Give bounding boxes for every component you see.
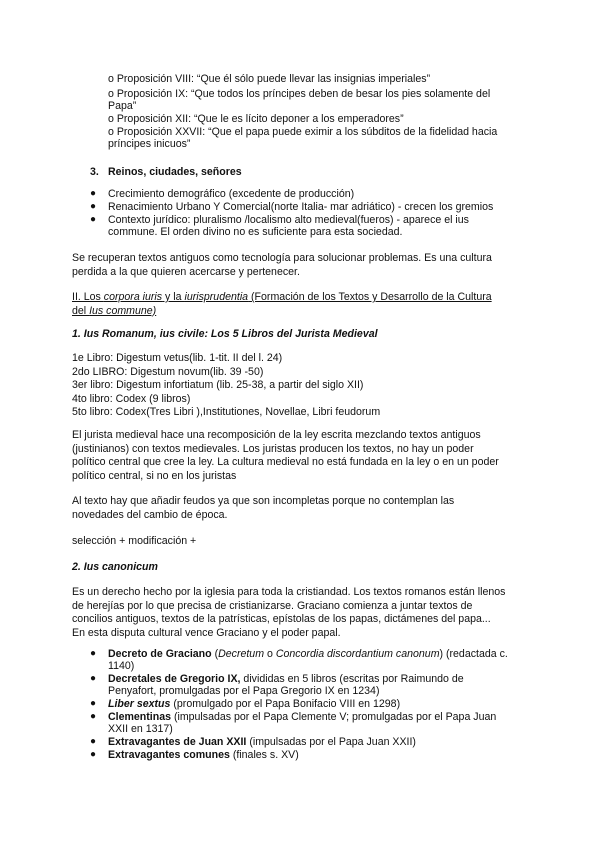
item-bold: Extravagantes comunes <box>108 749 230 761</box>
section-ii-heading <box>72 291 532 318</box>
heading-part: (Formación de los Textos y Desarrollo de la Cultura <box>248 291 492 303</box>
section-number: 3. <box>90 166 99 178</box>
item-text: (impulsadas por el Papa Juan XXII) <box>246 736 416 748</box>
paragraph-line: novedades del cambio de época. <box>72 508 228 521</box>
item-text-cont: XXII en 1317) <box>108 723 173 736</box>
item-bold-italic: Liber sextus <box>108 698 171 710</box>
proposition-text: o Proposición XII: “Que le es lícito deponer a los emperadores” <box>108 113 404 125</box>
proposition-item <box>108 113 528 125</box>
paragraph-line: Al texto hay que añadir feudos ya que son incompletas porque no contemplan las <box>72 495 455 507</box>
proposition-text: o Proposición IX: “Que todos los príncipes deben de besar los pies solamente del <box>108 88 491 100</box>
heading-part: y la <box>162 291 185 303</box>
bullet-text: Renacimiento Urbano Y Comercial(norte Italia- mar adriático) - crecen los gremios <box>108 201 494 213</box>
paragraph-line: perdida a la que quieren acercarse y pertenecer. <box>72 265 300 278</box>
section-heading <box>90 166 242 178</box>
proposition-text-cont: Papa” <box>108 100 137 113</box>
section-title: Reinos, ciudades, señores <box>108 166 242 178</box>
bullet-icon: ● <box>90 214 97 225</box>
bullet-icon: ● <box>90 673 97 684</box>
book-line: 4to libro: Codex (9 libros) <box>72 392 191 405</box>
item-text-cont: Penyafort, promulgadas por el Papa Gregorio IX en 1234) <box>108 685 380 698</box>
bullet-text: Contexto jurídico: pluralismo /localismo alto medieval(fueros) - aparece el ius <box>108 214 469 226</box>
paragraph-line: El jurista medieval hace una recomposición de la ley escrita mezclando textos antiguos <box>72 429 481 441</box>
item-text: (finales s. XV) <box>229 749 299 761</box>
paragraph-line: político central que cree la ley. La cultura medieval no está fundada en la ley o en un poder <box>72 456 499 468</box>
item-text: divididas en 5 libros (escritas por Raimundo de <box>240 673 464 685</box>
book-line: 5to libro: Codex(Tres Libri ),Institutiones, Novellae, Libri feudorum <box>72 406 381 418</box>
item-text: (promulgado por el Papa Bonifacio VIII en 1298) <box>170 698 401 710</box>
proposition-item <box>108 73 528 85</box>
paragraph <box>72 429 532 483</box>
proposition-text: o Proposición XXVII: “Que el papa puede eximir a los súbditos de la fidelidad hacia <box>108 126 498 138</box>
paragraph <box>72 495 532 522</box>
item-bold: Decretales de Gregorio IX, <box>108 673 241 685</box>
book-line: 3er libro: Digestum infortiatum (lib. 25-38, a partir del siglo XII) <box>72 379 364 391</box>
paragraph <box>72 252 532 279</box>
item-bold: Extravagantes de Juan XXII <box>108 736 247 748</box>
bullet-icon: ● <box>90 711 97 722</box>
bullet-icon: ● <box>90 736 97 747</box>
paragraph-line: de herejías por lo que precisa de cristianizarse. Graciano comienza a juntar textos de <box>72 599 473 612</box>
item-text-cont: 1140) <box>108 660 135 673</box>
paragraph-line: En esta disputa cultural vence Graciano y el poder papal. <box>72 626 341 639</box>
books-list <box>72 352 532 420</box>
book-line: 1e Libro: Digestum vetus(lib. 1-tit. II del l. 24) <box>72 352 283 364</box>
item-text: (impulsadas por el Papa Clemente V; promulgadas por el Papa Juan <box>171 711 497 723</box>
bullet-text-cont: commune. El orden divino no es suficiente para esta sociedad. <box>108 226 403 239</box>
bullet-icon: ● <box>90 648 97 659</box>
subsection-title: 1. Ius Romanum, ius civile: Los 5 Libros del Jurista Medieval <box>72 328 378 340</box>
formula-line: selección + modificación + <box>72 535 197 547</box>
paragraph-line: Es un derecho hecho por la iglesia para toda la cristiandad. Los textos romanos están llenos <box>72 586 506 598</box>
heading-part: II. Los <box>72 291 104 303</box>
subsection-title: 2. Ius canonicum <box>72 561 158 573</box>
item-italic: Decretum <box>218 648 265 660</box>
item-bold: Clementinas <box>108 711 171 723</box>
heading-part-italic: iurisprudentia <box>184 291 249 303</box>
bullet-text: Crecimiento demográfico (excedente de producción) <box>108 188 355 200</box>
proposition-text: o Proposición VIII: “Que él sólo puede llevar las insignias imperiales” <box>108 73 431 85</box>
book-line: 2do LIBRO: Digestum novum(lib. 39 -50) <box>72 365 264 378</box>
paragraph <box>72 586 532 640</box>
bullet-icon: ● <box>90 698 97 709</box>
heading-part-italic: corpora iuris <box>103 291 163 303</box>
proposition-item <box>108 126 528 151</box>
item-bold: Decreto de Graciano <box>108 648 212 660</box>
paragraph-line: político central, si no en los juristas <box>72 469 237 482</box>
heading-part: del <box>72 304 90 317</box>
bullet-icon: ● <box>90 749 97 760</box>
paragraph-line: concilios antiguos, textos de la patrísticas, epístolas de los papas, dictámenes del papa... <box>72 613 491 625</box>
item-italic: Concordia discordantium canonum <box>275 648 440 660</box>
paragraph-line: Se recuperan textos antiguos como tecnología para solucionar problemas. Es una cultura <box>72 252 492 264</box>
item-text: ) (redactada c. <box>439 648 508 660</box>
item-text: o <box>264 648 276 660</box>
item-text: ( <box>211 648 219 660</box>
proposition-text-cont: príncipes inicuos” <box>108 138 191 151</box>
proposition-item <box>108 88 528 113</box>
paragraph-line: (justinianos) con textos medievales. Los juristas producen los textos, no hay un poder <box>72 442 474 455</box>
bullet-icon: ● <box>90 201 97 212</box>
heading-part-italic: Ius commune) <box>89 304 157 317</box>
bullet-icon: ● <box>90 188 97 199</box>
